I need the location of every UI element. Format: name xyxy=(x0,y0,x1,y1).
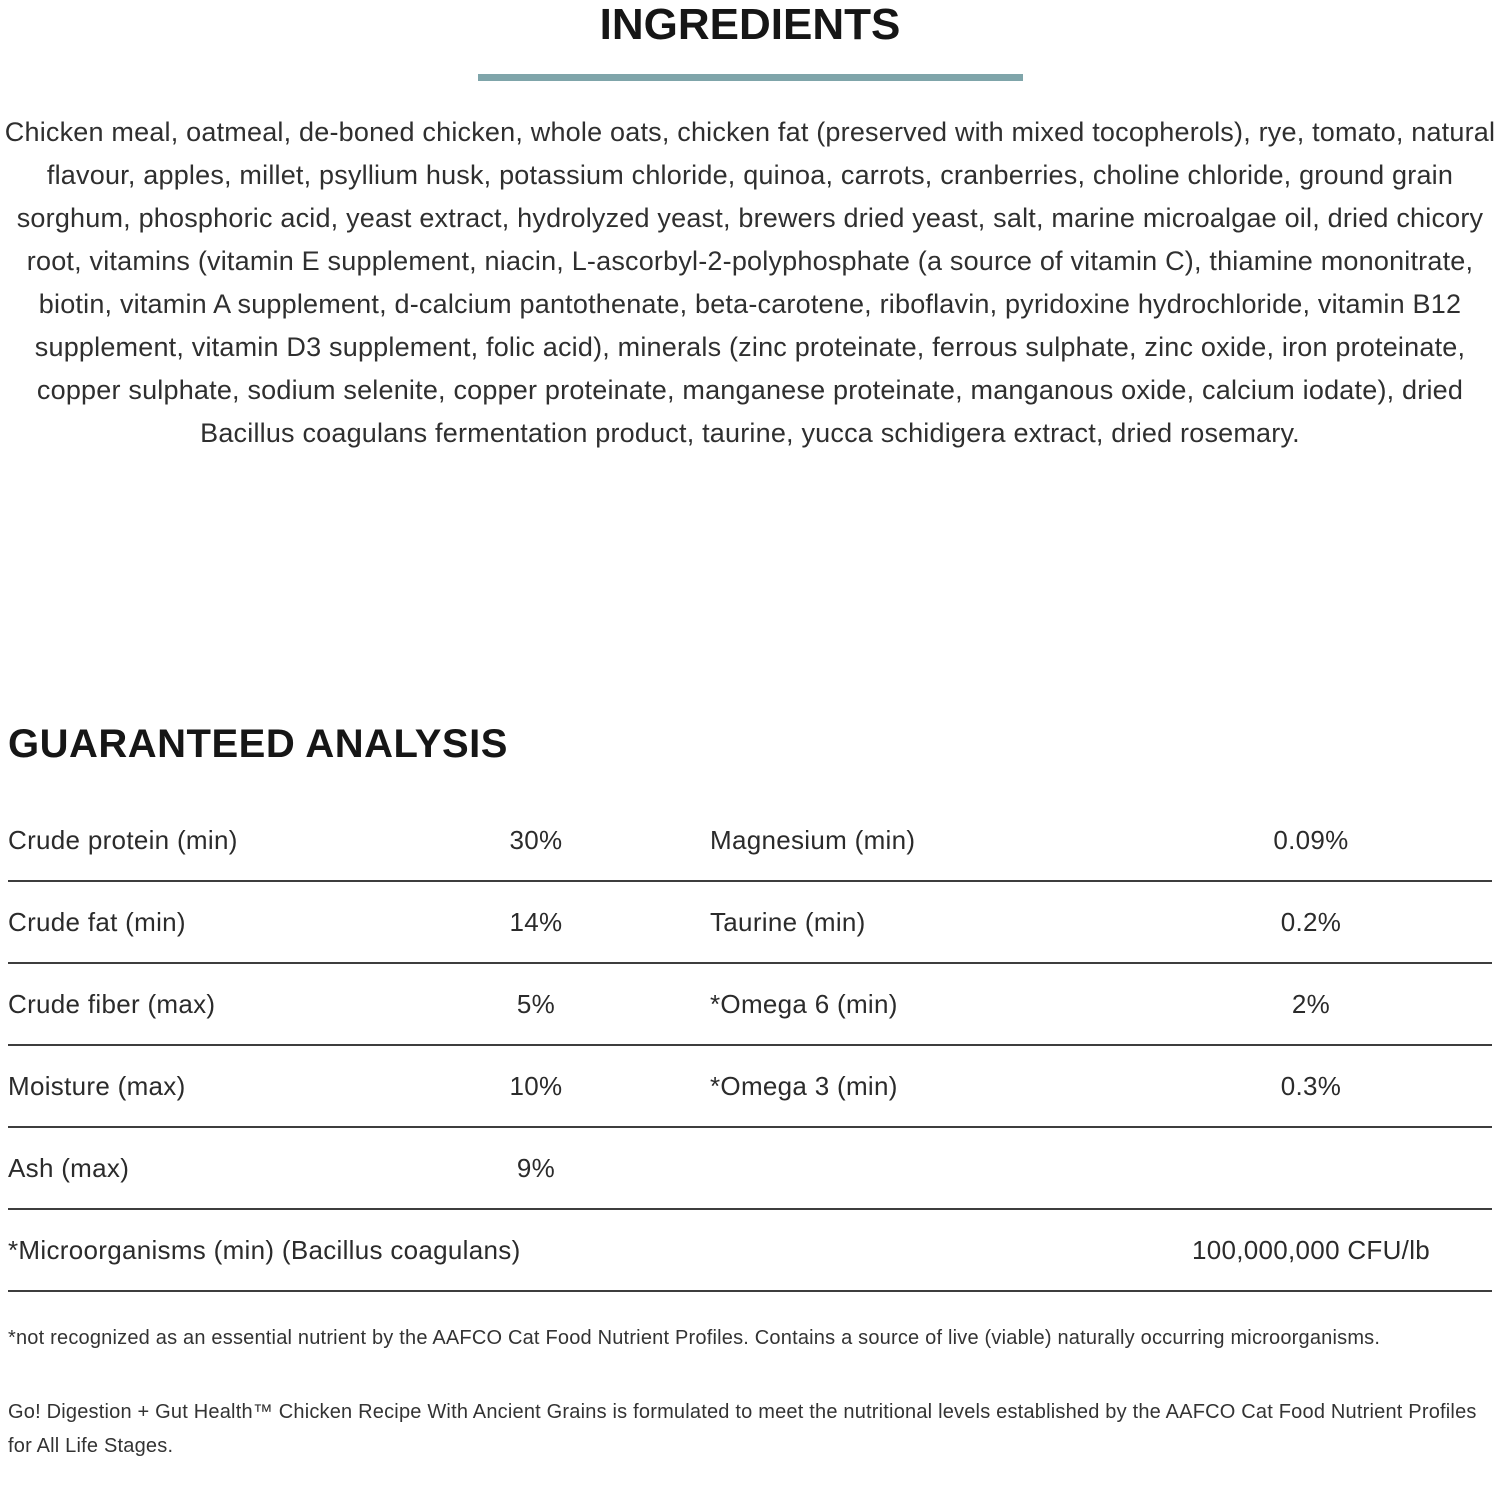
accent-divider-rule xyxy=(478,74,1023,81)
table-row xyxy=(8,1046,1492,1128)
nutrient-label: Moisture (max) xyxy=(8,1070,186,1101)
nutrient-label: Ash (max) xyxy=(8,1152,130,1183)
nutrient-label: Taurine (min) xyxy=(710,906,866,937)
ingredients-list-text: Chicken meal, oatmeal, de-boned chicken, whole oats, chicken fat (preserved with mixed tocopherols), rye, tomato, natural flavour, apples, millet, psyllium husk, potassium chloride, quinoa, carrots, cranberries, choline chloride, ground grain sorghum, phosphoric acid, yeast extract, hydrolyzed yeast, brewers dried yeast, salt, marine microalgae oil, dried chicory root, vitamins (vitamin E supplement, niacin, L-ascorbyl-2-polyphosphate (a source of vitamin C), thiamine mononitrate, biotin, vitamin A supplement, d-calcium pantothenate, beta-carotene, riboflavin, pyridoxine hydrochloride, vitamin B12 supplement, vitamin D3 supplement, folic acid), minerals (zinc proteinate, ferrous sulphate, zinc oxide, iron proteinate, copper sulphate, sodium selenite, copper proteinate, manganese proteinate, manganous oxide, calcium iodate), dried Bacillus coagulans fermentation product, taurine, yucca schidigera extract, dried rosemary. xyxy=(4,117,1496,448)
nutrient-value: 10% xyxy=(509,1070,563,1101)
aafco-formulation-statement: Go! Digestion + Gut Health™ Chicken Recipe With Ancient Grains is formulated to meet the nutritional levels established by the AAFCO Cat Food Nutrient Profiles for All Life Stages. xyxy=(8,1401,1477,1457)
nutrient-value: 0.3% xyxy=(1280,1070,1342,1101)
nutrient-value: 2% xyxy=(1291,988,1331,1019)
nutrient-value: 14% xyxy=(509,906,563,937)
nutrient-value: 0.09% xyxy=(1273,824,1349,855)
table-row xyxy=(8,964,1492,1046)
table-row xyxy=(8,1128,1492,1210)
nutrient-value: 5% xyxy=(516,988,556,1019)
guaranteed-analysis-table xyxy=(8,800,1492,1292)
nutrient-value: 9% xyxy=(516,1152,556,1183)
table-row xyxy=(8,882,1492,964)
table-row xyxy=(8,800,1492,882)
nutrient-label: *Omega 6 (min) xyxy=(710,988,898,1019)
nutrient-value: 100,000,000 CFU/lb xyxy=(1191,1234,1431,1265)
nutrient-label: *Omega 3 (min) xyxy=(710,1070,898,1101)
nutrient-label: Magnesium (min) xyxy=(710,824,916,855)
nutrient-label: Crude fiber (max) xyxy=(8,988,216,1019)
nutrient-label: Crude protein (min) xyxy=(8,824,238,855)
table-row-microorganisms xyxy=(8,1210,1492,1292)
nutrient-label: Crude fat (min) xyxy=(8,906,186,937)
nutrient-label: *Microorganisms (min) (Bacillus coagulans) xyxy=(8,1234,521,1265)
nutrient-value: 30% xyxy=(509,824,563,855)
ingredients-heading: INGREDIENTS xyxy=(599,0,901,49)
guaranteed-analysis-heading: GUARANTEED ANALYSIS xyxy=(8,722,508,766)
nutrient-value: 0.2% xyxy=(1280,906,1342,937)
aafco-footnote-text: *not recognized as an essential nutrient by the AAFCO Cat Food Nutrient Profiles. Contains a source of live (viable) naturally occurring microorganisms. xyxy=(8,1327,1381,1349)
